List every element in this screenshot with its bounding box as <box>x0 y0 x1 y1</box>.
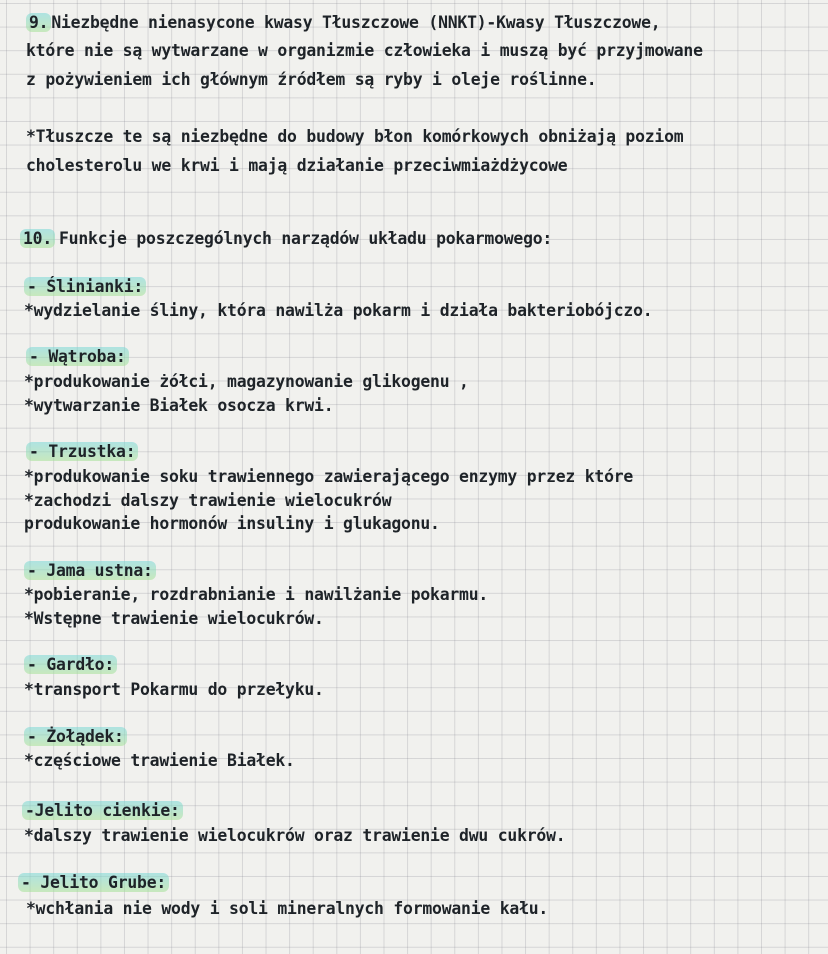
organ-dash: - <box>27 277 37 296</box>
organ-line: *Wstępne trawienie wielocukrów. <box>24 609 324 628</box>
organ-dash: - <box>29 347 39 366</box>
organ-heading-jelito-grube <box>18 872 169 894</box>
organ-line: *wytwarzanie Białek osocza krwi. <box>24 396 334 415</box>
organ-name: Jama ustna: <box>46 561 153 580</box>
organ-dash: - <box>29 442 39 461</box>
organ-name: Ślinianki: <box>46 277 144 296</box>
section9-line3: z pożywieniem ich głównym źródłem są ryby i oleje roślinne. <box>26 70 597 89</box>
organ-name: Jelito Grube: <box>40 873 167 892</box>
section10-title: Funkcje poszczególnych narządów układu pokarmowego: <box>59 229 553 248</box>
section9-note-line1: *Tłuszcze te są niezbędne do budowy błon komórkowych obniżają poziom <box>26 127 684 146</box>
organ-heading-gardlo <box>24 654 117 676</box>
organ-dash: - <box>27 655 37 674</box>
organ-name: Wątroba: <box>48 347 126 366</box>
organ-line: *produkowanie soku trawiennego zawierającego enzymy przez które <box>24 467 634 486</box>
organ-line: *zachodzi dalszy trawienie wielocukrów <box>24 491 392 510</box>
section9-number: 9. <box>26 13 51 32</box>
section9-line1 <box>26 12 660 34</box>
organ-heading-jelito-cienkie <box>22 800 183 822</box>
organ-heading-zoladek <box>24 726 127 748</box>
organ-line: *częściowe trawienie Białek. <box>24 751 295 770</box>
organ-heading-slinianki <box>24 276 146 298</box>
organ-name: Żołądek: <box>46 727 124 746</box>
organ-name: Trzustka: <box>48 442 136 461</box>
organ-dash: - <box>21 873 31 892</box>
organ-dash: - <box>25 801 35 820</box>
organ-heading-trzustka <box>26 441 138 463</box>
organ-line: *wchłania nie wody i soli mineralnych formowanie kału. <box>26 899 549 918</box>
organ-line: *produkowanie żółci, magazynowanie glikogenu , <box>24 372 469 391</box>
organ-line: *wydzielanie śliny, która nawilża pokarm i działa bakteriobójczo. <box>24 301 653 320</box>
section9-title: Niezbędne nienasycone kwasy Tłuszczowe (NNKT)-Kwasy Tłuszczowe, <box>51 13 661 32</box>
section9-note-line2: cholesterolu we krwi i mają działanie przeciwmiażdżycowe <box>26 156 568 175</box>
organ-name: Jelito cienkie: <box>34 801 180 820</box>
organ-dash: - <box>27 727 37 746</box>
organ-line: produkowanie hormonów insuliny i glukagonu. <box>24 514 440 533</box>
section10-number: 10. <box>20 229 55 248</box>
section9-line2: które nie są wytwarzane w organizmie człowieka i muszą być przyjmowane <box>26 41 703 60</box>
organ-line: *transport Pokarmu do przełyku. <box>24 680 324 699</box>
organ-line: *pobieranie, rozdrabnianie i nawilżanie pokarmu. <box>24 585 489 604</box>
organ-line: *dalszy trawienie wielocukrów oraz trawienie dwu cukrów. <box>24 826 566 845</box>
organ-dash: - <box>27 561 37 580</box>
section10-heading <box>20 228 552 250</box>
organ-heading-jama-ustna <box>24 560 156 582</box>
organ-name: Gardło: <box>46 655 115 674</box>
organ-heading-watroba <box>26 346 129 368</box>
